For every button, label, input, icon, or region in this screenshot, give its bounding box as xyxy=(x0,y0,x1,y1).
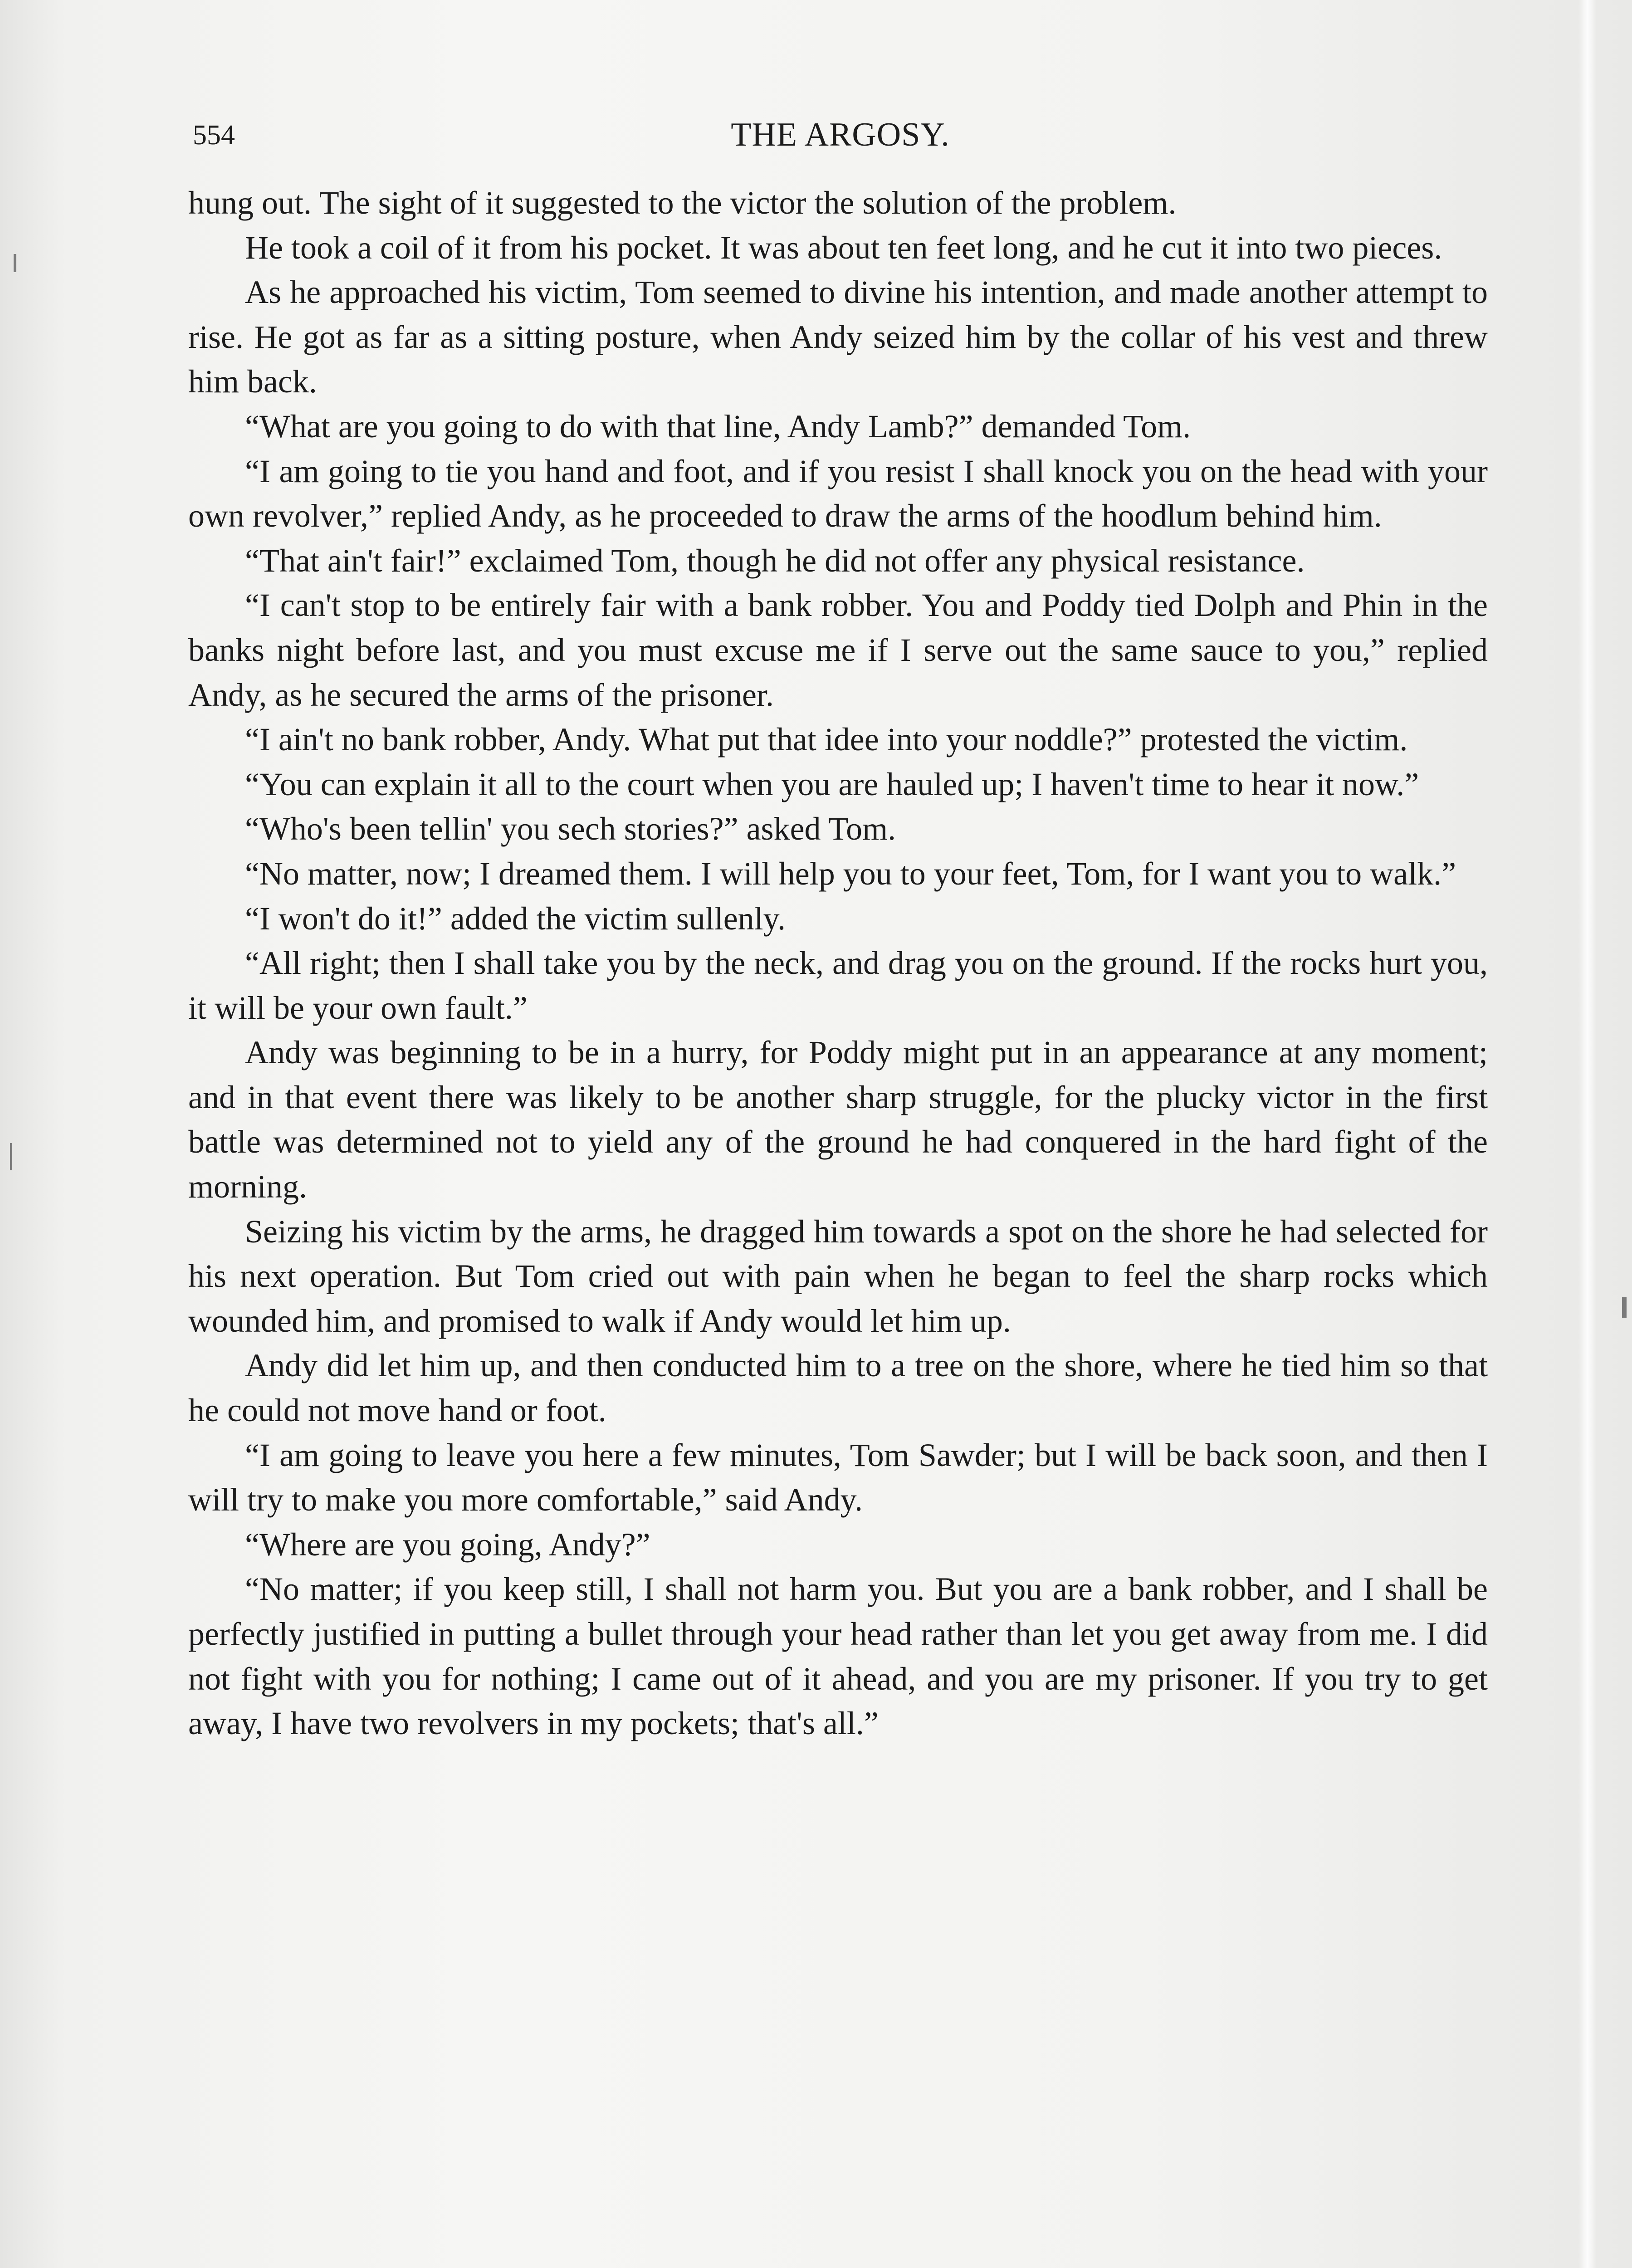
paragraph: “I won't do it!” added the victim sullenly. xyxy=(245,900,786,937)
body-text xyxy=(188,181,1488,1746)
running-title: THE ARGOSY. xyxy=(731,116,950,153)
paragraph: hung out. The sight of it suggested to the victor the solution of the problem. xyxy=(188,185,1177,221)
paragraph: As he approached his victim, Tom seemed to divine his intention, and made another attempt to rise. He got as far as a sitting posture, when Andy seized him by the collar of his vest and threw him back. xyxy=(188,274,1488,400)
right-edge-mark xyxy=(1622,1297,1627,1318)
paragraph: “I am going to leave you here a few minutes, Tom Sawder; but I will be back soon, and then I will try to make you more comfortable,” said Andy. xyxy=(188,1437,1488,1518)
paragraph: “Where are you going, Andy?” xyxy=(245,1526,650,1563)
paragraph: Seizing his victim by the arms, he dragged him towards a spot on the shore he had selected for his next operation. But Tom cried out with pain when he began to feel the sharp rocks which wounded him, and promised to walk if Andy would let him up. xyxy=(188,1213,1488,1339)
paragraph: “What are you going to do with that line, Andy Lamb?” demanded Tom. xyxy=(245,408,1191,445)
left-edge-mark xyxy=(14,254,16,272)
left-edge-mark xyxy=(10,1143,12,1170)
page-header xyxy=(193,116,1488,166)
paragraph: “Who's been tellin' you sech stories?” asked Tom. xyxy=(245,811,896,847)
paragraph: “I am going to tie you hand and foot, and if you resist I shall knock you on the head with your own revolver,” replied Andy, as he proceeded to draw the arms of the hoodlum behind him. xyxy=(188,453,1488,534)
paragraph: “That ain't fair!” exclaimed Tom, though he did not offer any physical resistance. xyxy=(245,542,1305,579)
paragraph: Andy was beginning to be in a hurry, for Poddy might put in an appearance at any moment; and in that event there was likely to be another sharp struggle, for the plucky victor in the first battle was determined not to yield any of the ground he had conquered in the hard fight of the morning. xyxy=(188,1034,1488,1205)
paragraph: “All right; then I shall take you by the neck, and drag you on the ground. If the rocks hurt you, it will be your own fault.” xyxy=(188,945,1488,1026)
paragraph: “No matter, now; I dreamed them. I will help you to your feet, Tom, for I want you to walk.” xyxy=(245,855,1456,892)
paragraph: Andy did let him up, and then conducted him to a tree on the shore, where he tied him so that he could not move hand or foot. xyxy=(188,1347,1488,1429)
paragraph: “I ain't no bank robber, Andy. What put that idee into your noddle?” protested the victim. xyxy=(245,721,1408,758)
page-fold-highlight xyxy=(1578,0,1597,2268)
paragraph: He took a coil of it from his pocket. It was about ten feet long, and he cut it into two pieces. xyxy=(245,229,1442,266)
paragraph: “You can explain it all to the court when you are hauled up; I haven't time to hear it now.” xyxy=(245,766,1419,802)
paragraph: “No matter; if you keep still, I shall not harm you. But you are a bank robber, and I shall be perfectly justified in putting a bullet through your head rather than let you get away from me. I did not fight with you for nothing; I came out of it ahead, and you are my prisoner. If you try to get away, I have two revolvers in my pockets; that's all.” xyxy=(188,1571,1488,1742)
page-number: 554 xyxy=(193,120,235,151)
paragraph: “I can't stop to be entirely fair with a bank robber. You and Poddy tied Dolph and Phin in the banks night before last, and you must excuse me if I serve out the same sauce to you,” replied Andy, as he secured the arms of the prisoner. xyxy=(188,587,1488,713)
